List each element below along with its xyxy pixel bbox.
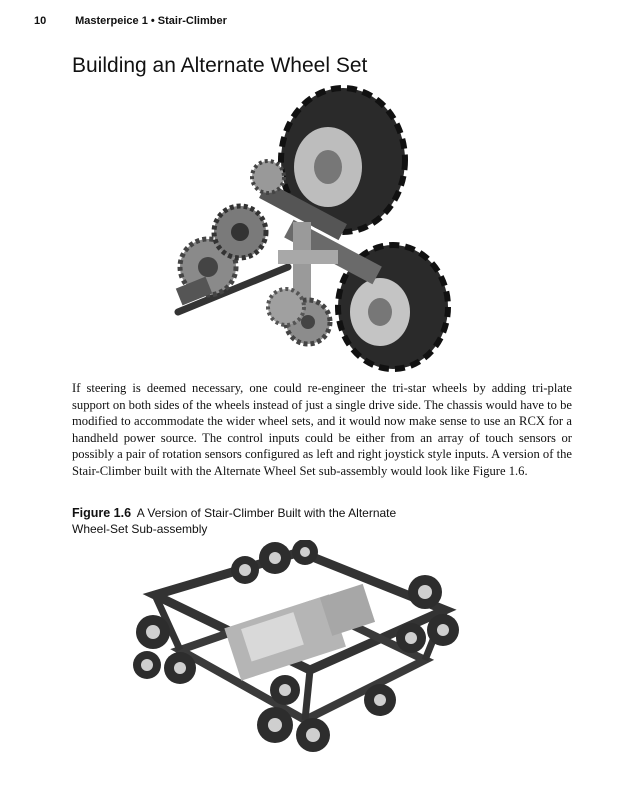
stair-climber-illustration bbox=[125, 540, 465, 755]
page-number: 10 bbox=[34, 15, 47, 27]
running-header bbox=[34, 15, 227, 27]
wheel-cluster-rear-left bbox=[231, 540, 318, 584]
section-heading: Building an Alternate Wheel Set bbox=[72, 54, 368, 77]
running-title: Masterpeice 1 • Stair-Climber bbox=[75, 15, 227, 27]
wheel-set-illustration bbox=[168, 82, 468, 372]
gear-small-top bbox=[252, 161, 284, 193]
figure-caption-text: A Version of Stair-Climber Built with the Alternate Wheel-Set Sub-assembly bbox=[72, 506, 397, 536]
body-paragraph: If steering is deemed necessary, one could re-engineer the tri-star wheels by adding tri-plate support on both sides of the wheels instead of just a single drive side. The chassis would have to be modified to accommodate the wider wheel sets, and it would now make sense to use an RCX for a handheld power source. The control inputs could be either from an array of touch sensors or possibly a pair of rotation sensors configured as left and right joystick style inputs. A version of the Stair-Climber built with the Alternate Wheel Set sub-assembly would look like Figure 1.6. bbox=[72, 381, 572, 478]
figure-caption bbox=[72, 505, 412, 537]
stair-climber-drawing bbox=[125, 540, 465, 755]
figure-label: Figure 1.6 bbox=[72, 506, 132, 520]
wheel-set-drawing bbox=[168, 82, 468, 372]
gear-bottom-2 bbox=[268, 289, 304, 325]
gear-middle bbox=[214, 206, 266, 258]
